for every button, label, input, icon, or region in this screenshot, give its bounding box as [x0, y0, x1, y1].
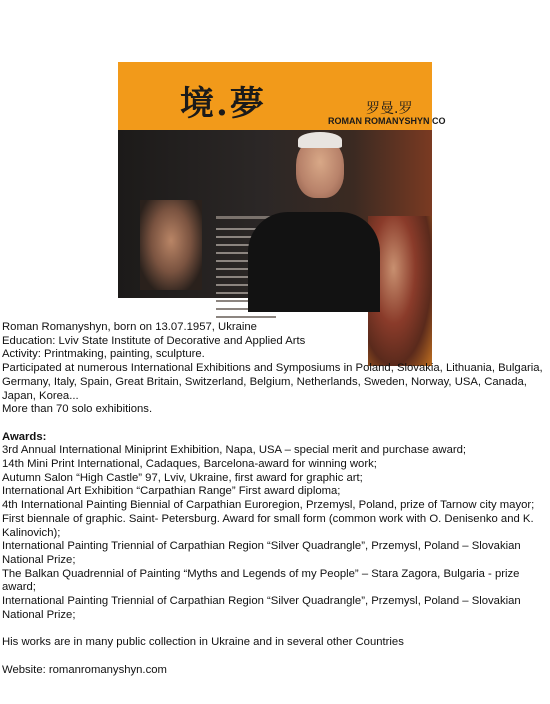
bio-education: Education: Lviv State Institute of Decorative and Applied Arts	[2, 334, 306, 347]
award-item: The Balkan Quadrennial of Painting “Myths and Legends of my People” – Stara Zagora, Bulgaria - prize award;	[2, 567, 520, 594]
artist-hair	[298, 132, 342, 148]
banner-name-english: ROMAN ROMANYSHYN CO	[328, 116, 446, 126]
banner-title: 境.夢	[180, 84, 266, 124]
award-item: First biennale of graphic. Saint- Petersburg. Award for small form (common work with O. Denisenko and K. Kalinovich);	[2, 512, 534, 539]
award-item: 4th International Painting Biennial of Carpathian Euroregion, Przemysl, Poland, prize of Tarnow city mayor;	[2, 499, 535, 512]
award-item: 3rd Annual International Miniprint Exhibition, Napa, USA – special merit and purchase award;	[2, 444, 467, 457]
exhibition-banner	[118, 62, 446, 130]
artist-photo	[118, 62, 446, 298]
award-item: International Art Exhibition “Carpathian Range” First award diploma;	[2, 485, 341, 498]
awards-heading: Awards:	[2, 430, 47, 443]
artist-figure	[248, 212, 380, 312]
wall-portrait-left	[140, 200, 202, 290]
bio-exhibitions: Participated at numerous International Exhibitions and Symposiums in Poland, Slovakia, Lithuania, Bulgaria, Germany, Italy, Spain, Great Britain, Switzerland, Belgium, Netherlands, Sweden, Norway, USA, Canada, Japan, Korea...	[2, 362, 543, 402]
award-item: 14th Mini Print International, Cadaques, Barcelona-award for winning work;	[2, 458, 377, 471]
bio-activity: Activity: Printmaking, painting, sculpture.	[2, 348, 205, 361]
bio-text	[2, 321, 548, 677]
bio-solo: More than 70 solo exhibitions.	[2, 403, 153, 416]
award-item: International Painting Triennial of Carpathian Region “Silver Quadrangle”, Przemysl, Poland – Slovakian National Prize;	[2, 595, 521, 621]
bio-birth: Roman Romanyshyn, born on 13.07.1957, Ukraine	[2, 321, 257, 333]
banner-name-chinese: 罗曼.罗	[366, 101, 413, 117]
collections-note: His works are in many public collection in Ukraine and in several other Countries	[2, 636, 404, 649]
award-item: Autumn Salon “High Castle” 97, Lviv, Ukraine, first award for graphic art;	[2, 471, 363, 484]
award-item: International Painting Triennial of Carpathian Region “Silver Quadrangle”, Przemysl, Poland – Slovakian National Prize;	[2, 540, 521, 566]
website-line: Website: romanromanyshyn.com	[2, 663, 167, 676]
